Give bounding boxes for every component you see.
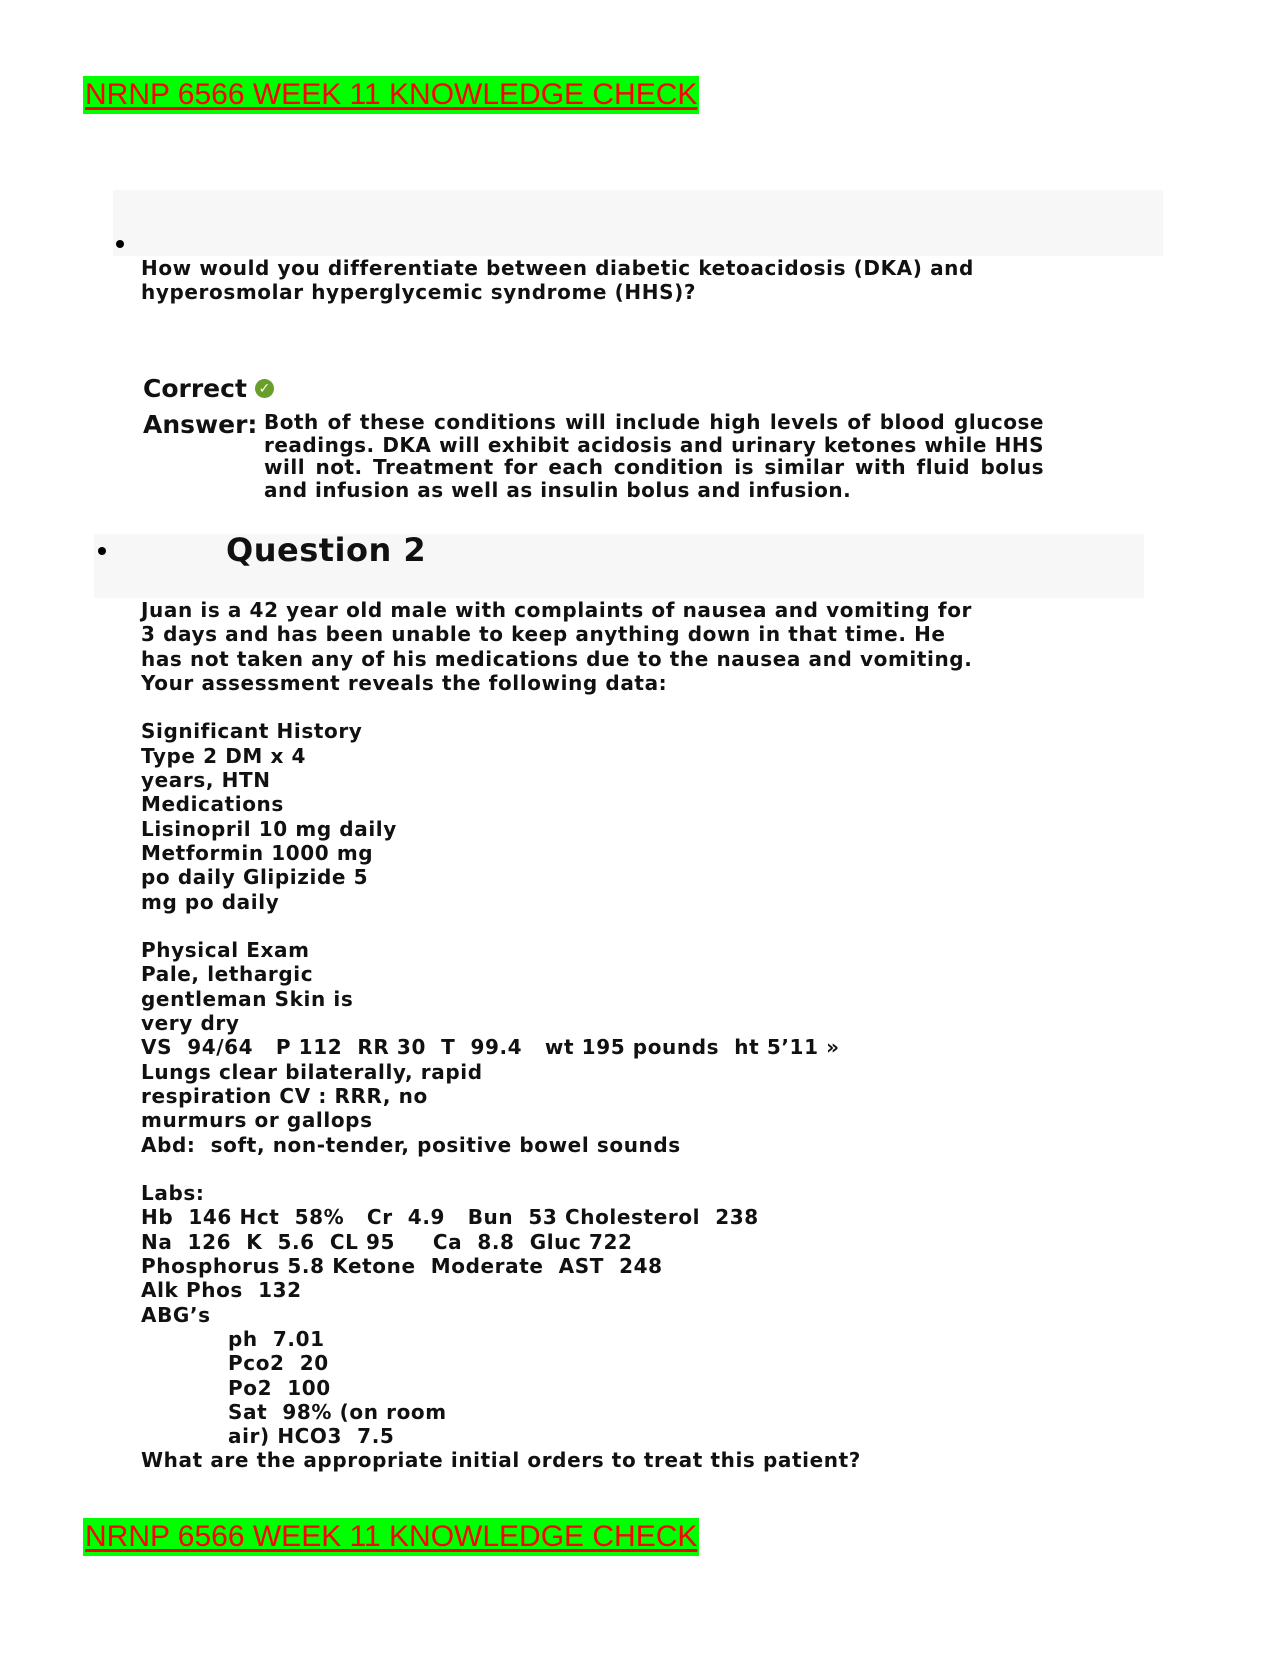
medications-heading: Medications [141,792,284,817]
answer-label: Answer: [143,410,258,439]
exam-line: Abd: soft, non-tender, positive bowel sounds [141,1132,681,1157]
labs-line: Phosphorus 5.8 Ketone Moderate AST 248 [141,1254,663,1279]
labs-line: Hb 146 Hct 58% Cr 4.9 Bun 53 Cholesterol 238 [141,1205,759,1230]
bullet-icon [98,547,106,555]
abg-line: Pco2 20 [228,1351,329,1376]
vital-signs-line: VS 94/64 P 112 RR 30 T 99.4 wt 195 pounds ht 5’11 » [141,1035,840,1060]
exam-line: very dry [141,1011,240,1036]
abg-line: Po2 100 [228,1375,331,1400]
abg-heading: ABG’s [141,1302,211,1327]
labs-heading: Labs: [141,1181,205,1206]
exam-line: Lungs clear bilaterally, rapid [141,1059,483,1084]
labs-line: Na 126 K 5.6 CL 95 Ca 8.8 Gluc 722 [141,1229,633,1254]
medication-line: po daily Glipizide 5 [141,865,369,890]
correct-status [143,374,274,403]
correct-label: Correct [143,374,247,403]
abg-line: ph 7.01 [228,1326,325,1351]
question-2-prompt: What are the appropriate initial orders to treat this patient? [141,1448,861,1473]
bullet-icon [116,240,124,248]
intro-line: Your assessment reveals the following data: [141,670,668,695]
check-circle-icon: ✓ [255,379,274,398]
exam-heading: Physical Exam [141,938,310,963]
medication-line: mg po daily [141,889,280,914]
exam-line: gentleman Skin is [141,986,354,1011]
medication-line: Lisinopril 10 mg daily [141,816,397,841]
question-1-header [113,190,1163,256]
history-line: years, HTN [141,768,271,793]
document-banner-top: NRNP 6566 WEEK 11 KNOWLEDGE CHECK [83,76,699,114]
history-line: Type 2 DM x 4 [141,743,307,768]
document-banner-bottom: NRNP 6566 WEEK 11 KNOWLEDGE CHECK [83,1518,699,1556]
exam-line: murmurs or gallops [141,1108,373,1133]
abg-line: Sat 98% (on room [228,1399,447,1424]
exam-line: Pale, lethargic [141,962,314,987]
medication-line: Metformin 1000 mg [141,840,374,865]
history-heading: Significant History [141,719,363,744]
intro-line: Juan is a 42 year old male with complaints of nausea and vomiting for [141,598,973,622]
abg-line: air) HCO3 7.5 [228,1424,395,1449]
labs-line: Alk Phos 132 [141,1278,302,1303]
exam-line: respiration CV : RRR, no [141,1083,428,1108]
question-2-title: Question 2 [226,531,427,569]
question-2-body [141,598,1141,1473]
intro-line: has not taken any of his medications due to the nausea and vomiting. [141,646,973,671]
answer-text: Both of these conditions will include high levels of blood glucose readings. DKA will exhibit acidosis and urinary ketones while HHS will not. Treatment for each condition is similar with fluid bolus and infusion as well as insulin bolus and infusion. [264,410,1044,502]
question-1-text: How would you differentiate between diabetic ketoacidosis (DKA) and hyperosmolar hyperglycemic syndrome (HHS)? [141,256,974,304]
intro-line: 3 days and has been unable to keep anything down in that time. He [141,622,946,647]
